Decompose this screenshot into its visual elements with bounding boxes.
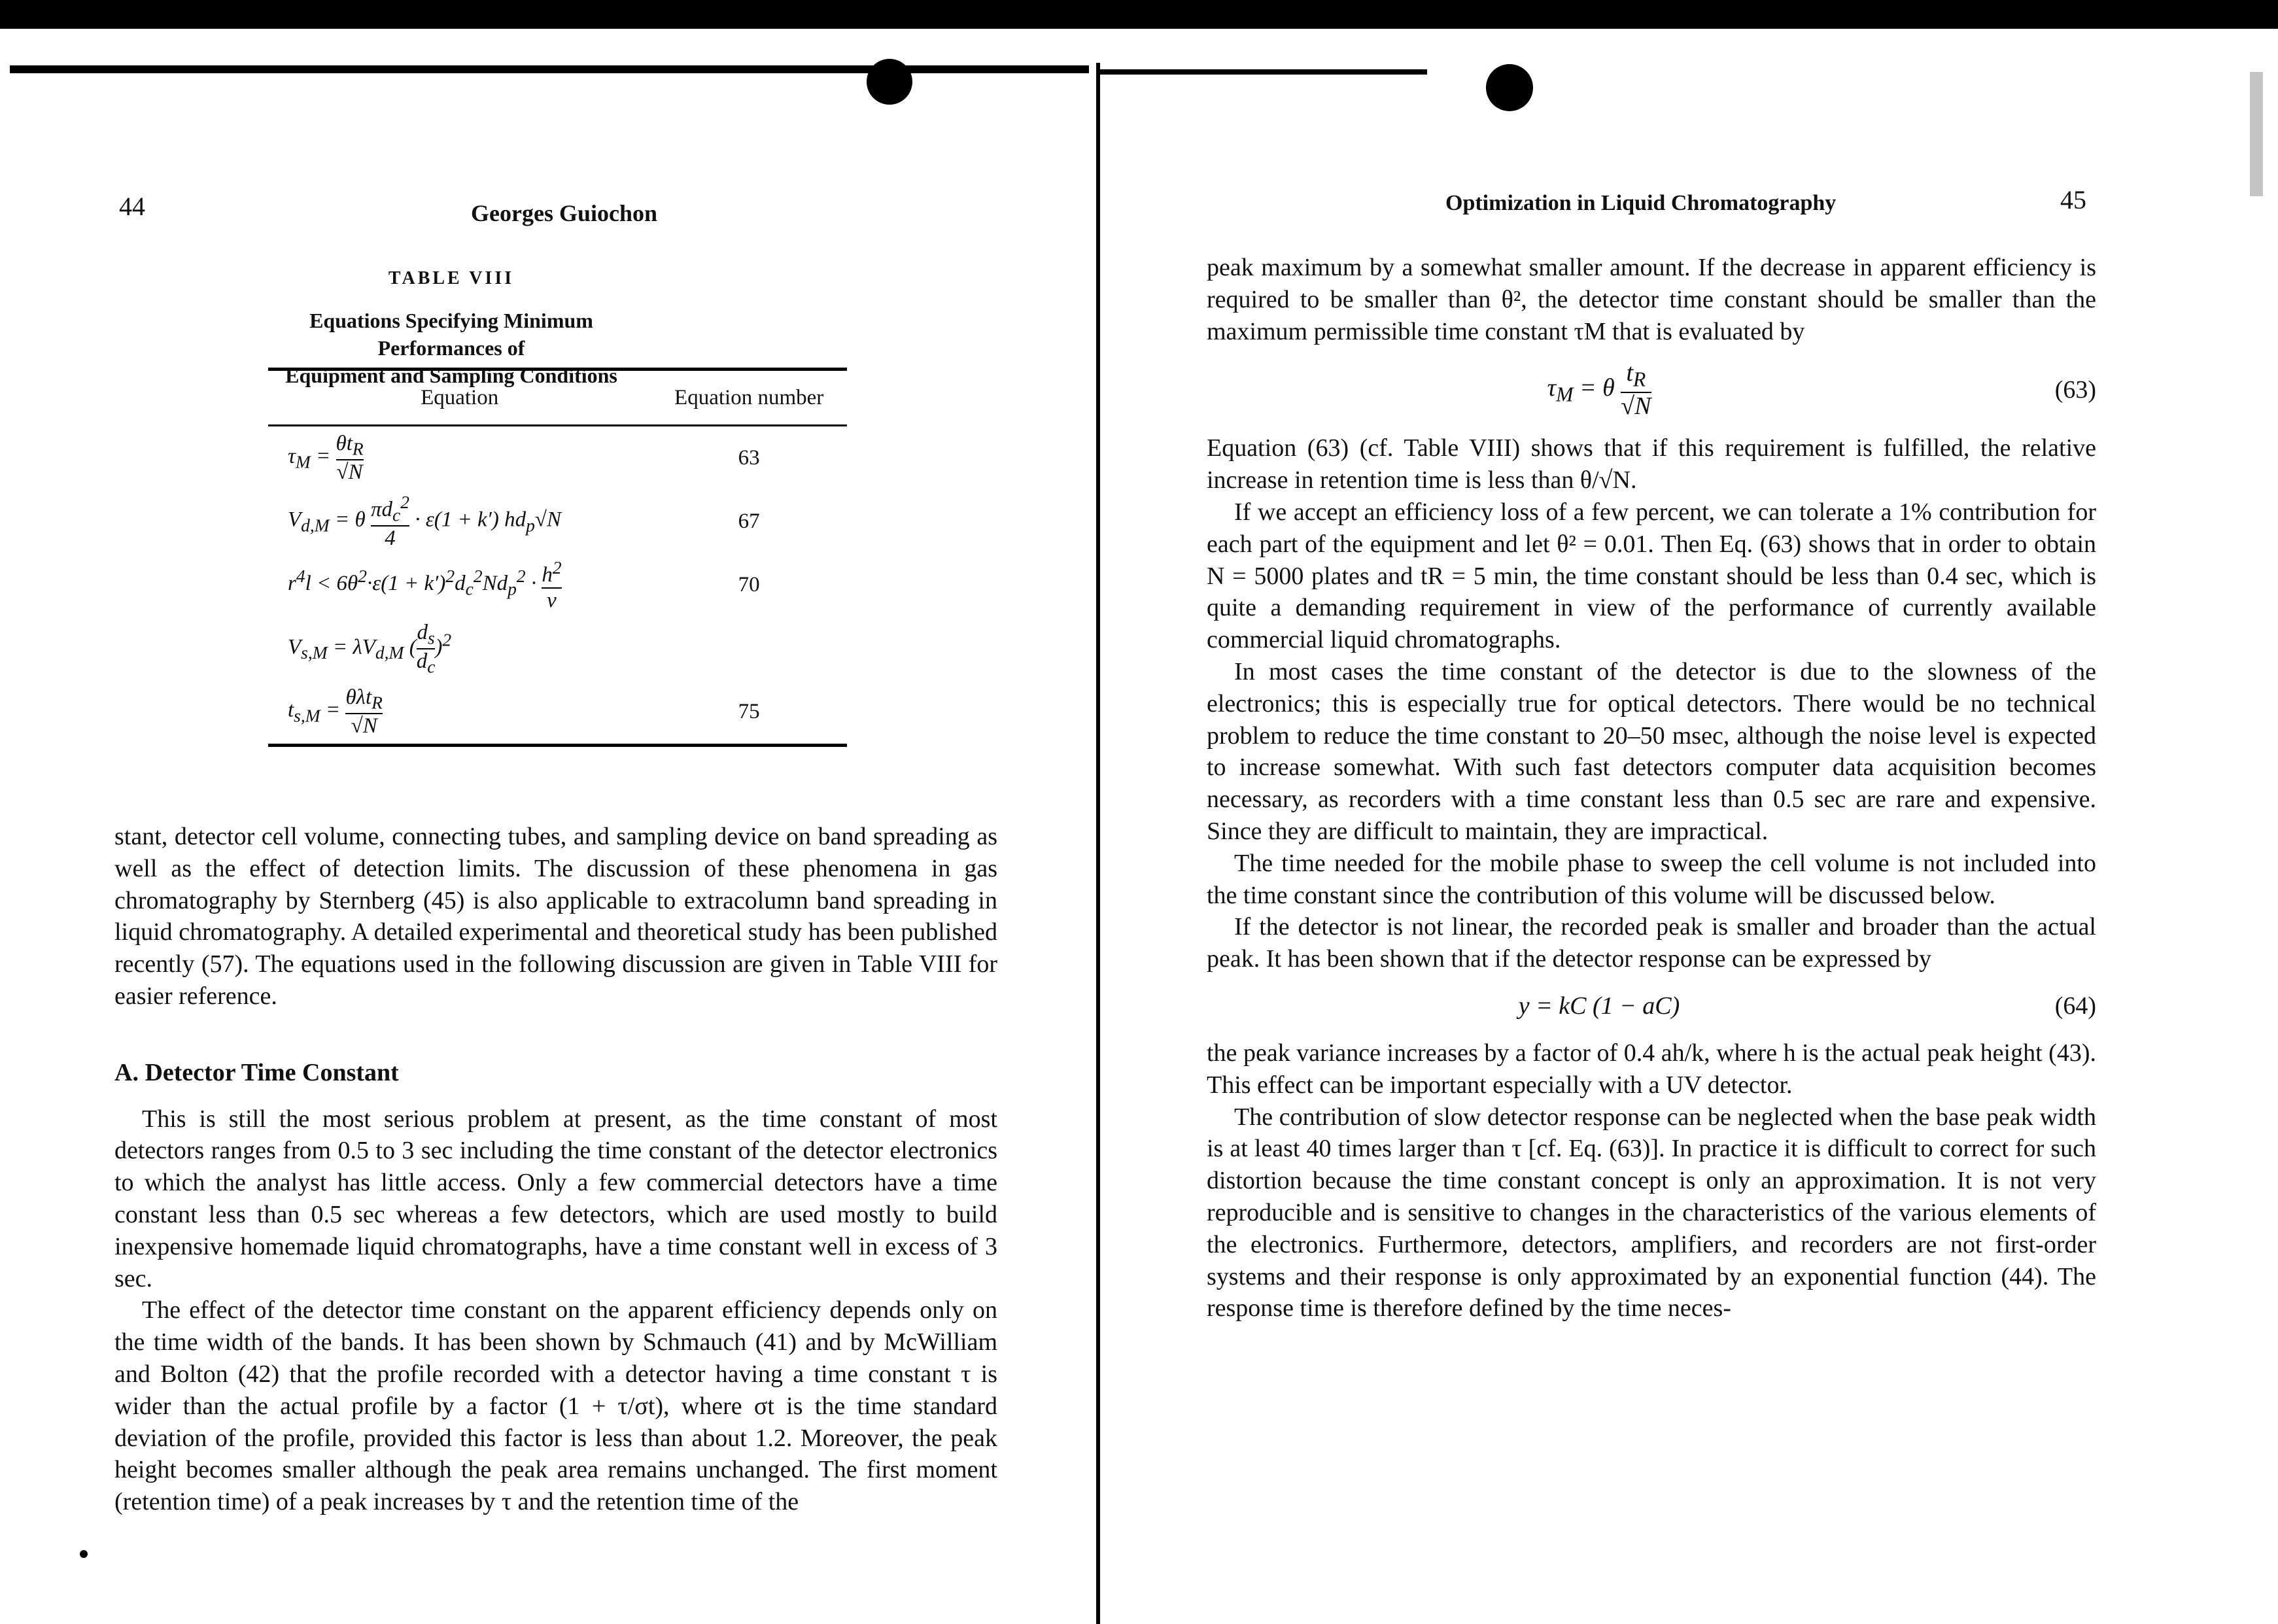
equation-64-formula: y = kC (1 − aC) <box>1518 992 1680 1020</box>
scan-speck <box>2250 72 2263 196</box>
paragraph: The effect of the detector time constant on the apparent efficiency depends only on the time width of the bands. It has been shown by Schmauch (41) and by McWilliam and Bolton (42) that the profile recorded with a detector having a time constant τ is wider than the actual profile by a factor (1 + τ/σt), where σt is the time standard deviation of the profile, provided this factor is less than about 1.2. Moreover, the peak height becomes smaller although the peak area remains unchanged. The first moment (retention time) of a peak increases by τ and the retention time of the <box>114 1296 997 1516</box>
equation-63-formula: $\tau_M = \theta$ $\frac{t_R}{√N}$ <box>1547 359 1651 420</box>
table-label: TABLE VIII <box>388 268 515 288</box>
left-page-number: 44 <box>119 192 145 221</box>
paragraph: peak maximum by a somewhat smaller amount. If the decrease in apparent efficiency is required to be smaller than θ², the detector time constant should be smaller than the maximum permissible time constant τM that is evaluated by <box>1207 254 2096 345</box>
equation-67: $V_{d,M} = \theta$ $\frac{\pi d_c^2}{4}$ · ε(1 + k′) $hd_p√N$ <box>288 492 561 551</box>
table-row <box>268 553 847 617</box>
equations-table <box>268 368 847 747</box>
table-header-row <box>268 370 847 426</box>
equation-number: 63 <box>738 446 760 470</box>
equation-70: $r^4l < 6\theta^2\cdot\varepsilon(1 + k')^2d_c^2Nd_p^2$ · $\frac{h^2}{\nu}$ <box>288 557 562 612</box>
equation-64-number: (64) <box>2054 992 2096 1020</box>
equation-number: 75 <box>651 680 847 746</box>
equation-63-number: (63) <box>2054 375 2096 404</box>
equation-number: 67 <box>738 510 760 533</box>
table-row <box>268 490 847 553</box>
left-body-text <box>114 821 997 1518</box>
section-heading: A. Detector Time Constant <box>114 1058 399 1086</box>
equation-sample-volume: $V_{s,M} = \lambda V_{d,M}$ ( $\frac{d_s}{d_c}$ )$^2$ <box>288 620 452 677</box>
table-title-line1: Equations Specifying Minimum Performances of <box>309 309 593 360</box>
table-row <box>268 680 847 746</box>
paragraph: If the detector is not linear, the recorded peak is smaller and broader than the actual peak. It has been shown that if the detector response can be expressed by <box>1207 913 2096 973</box>
right-running-head: Optimization in Liquid Chromatography <box>1445 191 1837 215</box>
paragraph: The time needed for the mobile phase to sweep the cell volume is not included into the time constant since the contribution of this volume will be discussed below. <box>1207 849 2096 909</box>
binding-hole-left <box>867 59 912 105</box>
paragraph: Equation (63) (cf. Table VIII) shows that if this requirement is fulfilled, the relative increase in retention time is less than θ/√N. <box>1207 434 2096 494</box>
right-page-number: 45 <box>2060 185 2086 215</box>
page-gutter <box>1096 63 1100 1624</box>
equation-64-display <box>1207 975 2096 1037</box>
binding-hole-right <box>1486 64 1533 111</box>
margin-mark <box>80 1550 88 1558</box>
equation-63-display <box>1207 347 2096 432</box>
paragraph: The contribution of slow detector response can be neglected when the base peak width is at least 40 times larger than τ [cf. Eq. (63)]. In practice it is difficult to correct for such distortion because the time constant concept is only an approximation. It is not very reproducible and is sensitive to changes in the characteristics of the various elements of the electronics. Furthermore, detectors, amplifiers, and recorders are not first-order systems and their response is only approximated by an exponential function (44). The response time is therefore defined by the time neces- <box>1207 1103 2096 1322</box>
table-title-line2: Equipment and Sampling Conditions <box>285 364 617 387</box>
equation-number: 70 <box>738 573 760 596</box>
left-page-top-rule <box>10 65 1089 73</box>
right-page-top-rule <box>1100 69 1427 75</box>
table-row <box>268 617 847 680</box>
equation-63: $\tau_M$ = $\frac{\theta t_R}{√N}$ <box>288 432 364 485</box>
header-equation: Equation <box>268 370 651 426</box>
left-running-head: Georges Guiochon <box>471 200 657 226</box>
right-body-text <box>1207 252 2096 1324</box>
equation-number <box>651 617 847 680</box>
scan-top-border <box>0 0 2278 29</box>
equation-75: $t_{s,M}$ = $\frac{\theta\lambda t_R}{√N}$ <box>268 680 651 746</box>
header-equation-number: Equation number <box>651 370 847 426</box>
paragraph: the peak variance increases by a factor of 0.4 ah/k, where h is the actual peak height (43). This effect can be important especially with a UV detector. <box>1207 1039 2096 1099</box>
paragraph: In most cases the time constant of the detector is due to the slowness of the electronics; this is especially true for optical detectors. There would be no technical problem to reduce the time constant to 20–50 msec, although the noise level is expected to increase somewhat. With such fast detectors computer data acquisition becomes necessary, as recorders with a time constant less than 0.5 sec are rare and expensive. Since they are difficult to maintain, they are impractical. <box>1207 657 2096 845</box>
paragraph: This is still the most serious problem at present, as the time constant of most detectors ranges from 0.5 to 3 sec including the time constant of the detector electronics to which the analyst has little access. Only a few commercial detectors have a time constant less than 0.5 sec whereas a few detectors, which are used mostly to build inexpensive homemade liquid chromatographs, have a time constant well in excess of 3 sec. <box>114 1105 997 1292</box>
paragraph: If we accept an efficiency loss of a few percent, we can tolerate a 1% contribution for each part of the equipment and let θ² = 0.01. Then Eq. (63) shows that in order to obtain N = 5000 plates and tR = 5 min, the time constant should be less than 0.4 sec, which is quite a demanding requirement in view of the performance of currently available commercial liquid chromatographs. <box>1207 498 2096 654</box>
paragraph: stant, detector cell volume, connecting tubes, and sampling device on band spreading as well as the effect of detection limits. The discussion of these phenomena in gas chromatography by Sternberg (45) is also applicable to extracolumn band spreading in liquid chromatography. A detailed experimental and theoretical study has been published recently (57). The equations used in the following discussion are given in Table VIII for easier reference. <box>114 823 997 1010</box>
table-row <box>268 426 847 491</box>
